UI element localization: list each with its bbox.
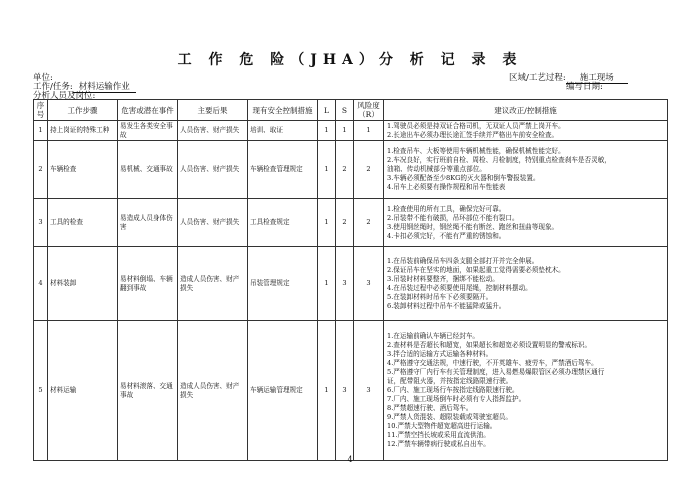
row-hazard: 易造成人员身体伤害 [118, 199, 178, 247]
row-step: 材料运输 [48, 321, 118, 461]
measure-line: 1.检查吊车、大板等使用车辆机械性能，确保机械性能完好。 [387, 147, 565, 155]
row-l: 1 [318, 121, 336, 141]
page-number: 4 [347, 455, 353, 464]
area-label: 区域/工艺过程: [509, 73, 566, 83]
row-l: 1 [318, 247, 336, 321]
work-task-value: 材料运输作业 [73, 82, 136, 93]
measure-line: 9.严禁人货混装、超限装载或驾驶室超员。 [387, 413, 512, 421]
measure-line: 1.在运输前确认车辆已经封车。 [387, 332, 480, 340]
row-seq: 2 [34, 141, 48, 199]
row-control: 培训、取证 [248, 121, 318, 141]
row-control: 车辆检查管理规定 [248, 141, 318, 199]
table-row [34, 121, 668, 141]
row-l: 1 [318, 199, 336, 247]
measure-line: 2.车况良好，实行班前自检、周检、月检制度，特别重点检查刹车是否灵敏， [387, 156, 611, 164]
row-measures [384, 247, 668, 321]
header-step: 工作步骤 [48, 100, 118, 121]
measure-line: 6.装卸材料过程中吊车不能猛降或猛升。 [387, 301, 506, 310]
measure-line: 1.驾驶员必须是持双证合格司机，无双证人员严禁上岗开车。 [387, 121, 565, 130]
measure-line: 3.拌合适的运输方式运输各种材料。 [387, 350, 493, 358]
header-hazard: 危害或潜在事件 [118, 100, 178, 121]
unit-label: 单位: [33, 73, 53, 83]
row-r: 1 [354, 121, 384, 141]
row-l: 1 [318, 321, 336, 461]
row-measures [384, 199, 668, 247]
row-control: 车辆运输管理规定 [248, 321, 318, 461]
measure-line: 2.查材料是否超长和超宽，如果超长和超宽必须设置明显的警戒标识。 [387, 341, 592, 349]
row-measures [384, 121, 668, 141]
header-row [34, 100, 668, 121]
measure-line: 2.长途出车必须办理长途汇签手续并严格出车前安全检查。 [387, 130, 559, 139]
row-r: 2 [354, 141, 384, 199]
row-step: 车辆检查 [48, 141, 118, 199]
header-control: 现有安全控制措施 [248, 100, 318, 121]
measure-line: 4.卡扣必须完好，不能有严重的锈蚀和。 [387, 231, 506, 240]
measure-line: 1.检查使用的所有工具，确保完好可靠。 [387, 204, 506, 213]
row-s: 1 [336, 121, 354, 141]
header-seq: 序号 [34, 100, 48, 121]
row-s: 3 [336, 321, 354, 461]
measure-line: 8.严禁超速行驶、酒后驾车。 [387, 404, 473, 412]
measure-line: 10.严禁大型物件超宽超高进行运输。 [387, 422, 497, 430]
table-row [34, 321, 668, 461]
table-row [34, 141, 668, 199]
header-l: L [318, 100, 336, 121]
measure-line: 油箱、传动机械部分等重点部位。 [387, 165, 486, 173]
row-hazard: 易机械、交通事故 [118, 141, 178, 199]
row-s: 2 [336, 199, 354, 247]
row-step: 持上岗证的特殊工种 [48, 121, 118, 141]
row-l: 1 [318, 141, 336, 199]
measure-line: 7.厂内、施工现场倒车时必须有专人指挥监护。 [387, 395, 526, 403]
measure-line: 5.严格遵守厂内行车有关管理制度，进入易燃易爆限管区必须办理禁区通行 [387, 368, 605, 376]
work-task-label: 工作/任务: [33, 82, 73, 92]
measure-line: 2.保证吊车在坚实的地面，如果起重工觉得需要必须垫枕木。 [387, 265, 565, 274]
row-consequence: 人员伤害、财产损失 [178, 199, 248, 247]
measure-line: 证，配带阻火器，并按指定线路限速行驶。 [387, 377, 513, 385]
header-consequence: 主要后果 [178, 100, 248, 121]
row-seq: 3 [34, 199, 48, 247]
row-measures [384, 321, 668, 461]
row-seq: 1 [34, 121, 48, 141]
measure-line: 11.严禁空挡长坡或采用直流供油。 [387, 431, 490, 439]
row-hazard: 易材料倒塌、车辆翻到事故 [118, 247, 178, 321]
header-measures: 建议改正/控制措施 [384, 100, 668, 121]
row-control: 工具检查规定 [248, 199, 318, 247]
measure-line: 2.吊装带不能有破损，吊环部位不能有裂口。 [387, 213, 519, 222]
measure-line: 1.在吊装前确保吊车四条支腿全部打开并完全伸展。 [387, 256, 539, 265]
analyst-label: 分析人员及岗位: [33, 91, 96, 101]
measure-line: 4.严格遵守交通法规，中速行驶，不开英雄车、疲劳车，严禁酒后驾车。 [387, 359, 598, 367]
row-consequence: 造成人员伤害、财产损失 [178, 321, 248, 461]
row-hazard: 易材料滚落、交通事故 [118, 321, 178, 461]
row-r: 3 [354, 321, 384, 461]
row-measures [384, 141, 668, 199]
row-consequence: 人员伤害、财产损失 [178, 121, 248, 141]
jha-table [33, 99, 668, 461]
measure-line: 4.在吊装过程中必须要使用尾绳，控制材料摆动。 [387, 283, 532, 292]
row-r: 2 [354, 199, 384, 247]
measure-line: 4.吊车上必须要有操作规程和吊车性能表 [387, 183, 506, 191]
row-consequence: 人员伤害、财产损失 [178, 141, 248, 199]
table-row [34, 247, 668, 321]
row-consequence: 造成人员伤害、财产损失 [178, 247, 248, 321]
row-seq: 4 [34, 247, 48, 321]
measure-line: 3.使用钢丝绳时，钢丝绳不能有断丝、跑丝和扭曲等现象。 [387, 222, 559, 231]
row-s: 3 [336, 247, 354, 321]
row-seq: 5 [34, 321, 48, 461]
row-hazard: 易发生各类安全事故 [118, 121, 178, 141]
measure-line: 12.严禁车辆带病行驶或私自出车。 [387, 440, 490, 448]
row-s: 2 [336, 141, 354, 199]
header-risk: 风险度（R） [354, 100, 384, 121]
row-step: 工具的检查 [48, 199, 118, 247]
row-control: 吊装管理规定 [248, 247, 318, 321]
header-s: S [336, 100, 354, 121]
table-row [34, 199, 668, 247]
area-value: 施工现场 [566, 73, 628, 84]
measure-line: 5.在装卸材料时吊车下必须要隔开。 [387, 292, 493, 301]
date-label: 编写日期: [566, 82, 603, 92]
page-title: 工 作 危 险（JHA）分 析 记 录 表 [177, 52, 523, 68]
row-step: 材料装卸 [48, 247, 118, 321]
measure-line: 6.厂内、施工现场行车按指定线路限速行驶。 [387, 386, 519, 394]
measure-line: 3.车辆必须配备至少8KG的灭火器和倒车警报装置。 [387, 174, 540, 182]
measure-line: 3.吊装时材料要整齐，捆绑不能松动。 [387, 274, 499, 283]
row-r: 3 [354, 247, 384, 321]
